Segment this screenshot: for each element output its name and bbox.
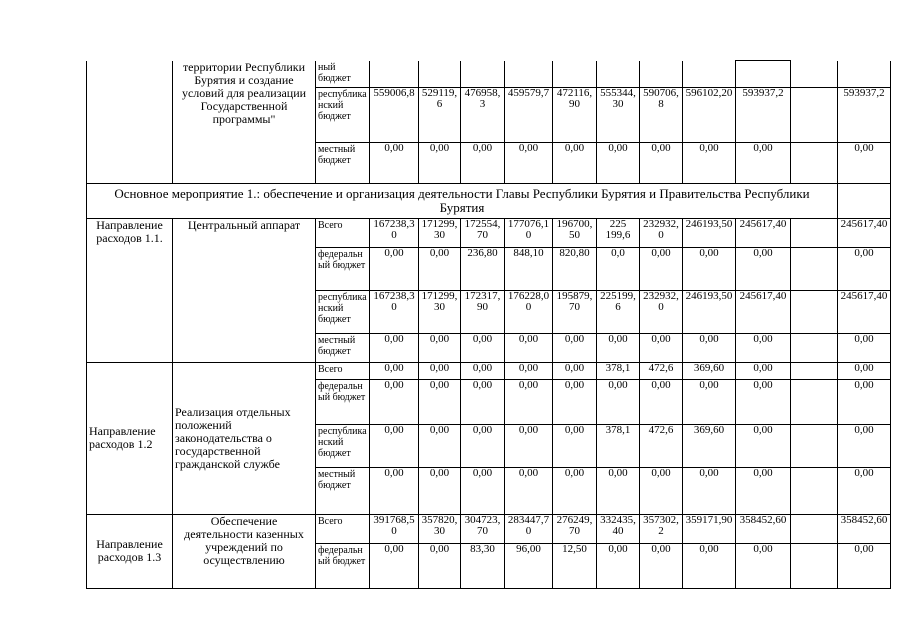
value-cell <box>553 61 597 88</box>
value-cell: 357302,2 <box>640 514 683 543</box>
value-cell: 0,00 <box>838 362 891 379</box>
value-cell: 0,00 <box>461 362 505 379</box>
value-cell <box>640 61 683 88</box>
direction-label-cell: Направление расходов 1.3 <box>87 514 173 588</box>
value-cell: 555344,30 <box>597 87 640 142</box>
budget-source-cell: федеральный бюджет <box>316 247 370 290</box>
expense-name-cell: Обеспечение деятельности казенных учреждений по осуществлению <box>173 514 316 588</box>
value-cell: 0,00 <box>838 247 891 290</box>
value-cell: 0,00 <box>553 142 597 183</box>
value-cell: 820,80 <box>553 247 597 290</box>
value-cell: 0,00 <box>419 379 461 424</box>
value-cell: 0,00 <box>640 247 683 290</box>
value-cell: 0,00 <box>461 424 505 467</box>
spacer-cell <box>791 142 838 183</box>
table-row <box>87 218 891 247</box>
value-cell: 357820,30 <box>419 514 461 543</box>
value-cell: 459579,7 <box>505 87 553 142</box>
value-cell: 172317,90 <box>461 290 505 333</box>
value-cell: 0,00 <box>683 379 736 424</box>
spacer-cell <box>791 424 838 467</box>
value-cell <box>419 61 461 88</box>
value-cell: 0,00 <box>505 424 553 467</box>
value-cell: 0,00 <box>640 379 683 424</box>
value-cell: 283447,70 <box>505 514 553 543</box>
value-cell: 225 199,6 <box>597 218 640 247</box>
value-cell: 83,30 <box>461 543 505 588</box>
value-cell: 0,00 <box>370 333 419 362</box>
value-cell: 391768,50 <box>370 514 419 543</box>
value-cell: 96,00 <box>505 543 553 588</box>
value-cell: 0,0 <box>597 247 640 290</box>
value-cell: 0,00 <box>683 467 736 514</box>
value-cell: 0,00 <box>505 333 553 362</box>
value-cell <box>505 61 553 88</box>
value-cell: 0,00 <box>838 543 891 588</box>
value-cell: 171299,30 <box>419 218 461 247</box>
value-cell: 0,00 <box>736 379 791 424</box>
value-cell: 0,00 <box>505 142 553 183</box>
spacer-cell <box>791 87 838 142</box>
spacer-cell <box>791 467 838 514</box>
budget-table <box>86 60 891 589</box>
value-cell: 0,00 <box>838 467 891 514</box>
value-cell: 245617,40 <box>736 290 791 333</box>
value-cell: 245617,40 <box>838 218 891 247</box>
value-cell: 559006,8 <box>370 87 419 142</box>
value-cell: 0,00 <box>370 379 419 424</box>
value-cell: 0,00 <box>683 142 736 183</box>
budget-source-cell: федеральный бюджет <box>316 379 370 424</box>
value-cell: 0,00 <box>736 362 791 379</box>
value-cell: 0,00 <box>640 543 683 588</box>
value-cell: 167238,30 <box>370 218 419 247</box>
spacer-cell <box>791 290 838 333</box>
value-cell: 196700,50 <box>553 218 597 247</box>
budget-source-cell: Всего <box>316 514 370 543</box>
table-row <box>87 514 891 543</box>
value-cell: 378,1 <box>597 362 640 379</box>
budget-source-cell: местный бюджет <box>316 467 370 514</box>
value-cell: 177076,10 <box>505 218 553 247</box>
value-cell: 12,50 <box>553 543 597 588</box>
direction-label-cell <box>87 61 173 184</box>
value-cell: 246193,50 <box>683 218 736 247</box>
value-cell: 0,00 <box>461 379 505 424</box>
value-cell: 0,00 <box>370 424 419 467</box>
value-cell: 378,1 <box>597 424 640 467</box>
value-cell: 472,6 <box>640 362 683 379</box>
value-cell: 0,00 <box>736 467 791 514</box>
value-cell: 0,00 <box>736 247 791 290</box>
value-cell: 359171,90 <box>683 514 736 543</box>
value-cell <box>683 61 736 88</box>
value-cell: 848,10 <box>505 247 553 290</box>
value-cell: 0,00 <box>419 247 461 290</box>
value-cell: 0,00 <box>838 333 891 362</box>
value-cell: 0,00 <box>736 424 791 467</box>
value-cell: 0,00 <box>553 362 597 379</box>
value-cell: 0,00 <box>736 543 791 588</box>
value-cell: 0,00 <box>505 379 553 424</box>
value-cell: 0,00 <box>505 362 553 379</box>
value-cell <box>838 61 891 88</box>
value-cell: 0,00 <box>553 467 597 514</box>
budget-source-cell: республиканский бюджет <box>316 424 370 467</box>
value-cell: 0,00 <box>419 543 461 588</box>
value-cell <box>461 61 505 88</box>
spacer-cell <box>838 183 891 218</box>
value-cell: 0,00 <box>736 142 791 183</box>
value-cell: 245617,40 <box>838 290 891 333</box>
value-cell: 0,00 <box>370 362 419 379</box>
value-cell: 0,00 <box>505 467 553 514</box>
value-cell: 0,00 <box>553 333 597 362</box>
spacer-cell <box>791 247 838 290</box>
value-cell: 0,00 <box>597 142 640 183</box>
value-cell: 596102,20 <box>683 87 736 142</box>
budget-source-cell: республиканский бюджет <box>316 290 370 333</box>
value-cell: 0,00 <box>597 467 640 514</box>
table-row <box>87 362 891 379</box>
spacer-cell <box>791 333 838 362</box>
value-cell: 0,00 <box>683 543 736 588</box>
value-cell: 172554,70 <box>461 218 505 247</box>
value-cell: 0,00 <box>640 467 683 514</box>
value-cell: 0,00 <box>370 142 419 183</box>
value-cell: 0,00 <box>838 379 891 424</box>
value-cell: 0,00 <box>419 333 461 362</box>
spacer-cell <box>791 61 838 88</box>
value-cell: 0,00 <box>370 247 419 290</box>
value-cell: 176228,00 <box>505 290 553 333</box>
value-cell: 0,00 <box>419 467 461 514</box>
budget-source-cell: Всего <box>316 362 370 379</box>
value-cell: 0,00 <box>461 467 505 514</box>
value-cell: 529119,6 <box>419 87 461 142</box>
value-cell: 369,60 <box>683 424 736 467</box>
direction-label-cell: Направление расходов 1.1. <box>87 218 173 362</box>
budget-source-cell: федеральный бюджет <box>316 543 370 588</box>
value-cell: 0,00 <box>370 467 419 514</box>
value-cell: 358452,60 <box>736 514 791 543</box>
value-cell: 369,60 <box>683 362 736 379</box>
spacer-cell <box>791 379 838 424</box>
value-cell: 276249,70 <box>553 514 597 543</box>
value-cell: 0,00 <box>736 333 791 362</box>
table-row <box>87 183 891 218</box>
value-cell: 0,00 <box>419 142 461 183</box>
value-cell: 0,00 <box>597 333 640 362</box>
value-cell <box>370 61 419 88</box>
section-heading: Основное мероприятие 1.: обеспечение и организация деятельности Главы Республики Бурятия и Правительства Республики Бурятия <box>87 183 838 218</box>
budget-source-cell: местный бюджет <box>316 333 370 362</box>
spacer-cell <box>791 514 838 543</box>
spacer-cell <box>791 543 838 588</box>
value-cell: 476958,3 <box>461 87 505 142</box>
value-cell: 195879,70 <box>553 290 597 333</box>
value-cell: 236,80 <box>461 247 505 290</box>
value-cell: 0,00 <box>838 424 891 467</box>
value-cell: 246193,50 <box>683 290 736 333</box>
value-cell: 0,00 <box>838 142 891 183</box>
value-cell: 0,00 <box>419 424 461 467</box>
value-cell: 593937,2 <box>736 87 791 142</box>
expense-name-cell: Реализация отдельных положений законодательства о государственной гражданской службе <box>173 362 316 514</box>
direction-label-cell: Направление расходов 1.2 <box>87 362 173 514</box>
value-cell <box>736 61 791 88</box>
value-cell: 0,00 <box>640 333 683 362</box>
value-cell: 590706,8 <box>640 87 683 142</box>
value-cell: 0,00 <box>683 247 736 290</box>
value-cell: 0,00 <box>461 142 505 183</box>
value-cell: 0,00 <box>640 142 683 183</box>
value-cell: 0,00 <box>553 379 597 424</box>
value-cell: 0,00 <box>683 333 736 362</box>
value-cell: 0,00 <box>419 362 461 379</box>
value-cell: 232932,0 <box>640 290 683 333</box>
value-cell: 0,00 <box>597 543 640 588</box>
program-name-cell: территории Республики Бурятия и создание условий для реализации Государственной программы" <box>173 61 316 184</box>
budget-source-cell: Всего <box>316 218 370 247</box>
spacer-cell <box>791 362 838 379</box>
value-cell: 304723,70 <box>461 514 505 543</box>
value-cell: 0,00 <box>597 379 640 424</box>
budget-source-cell: местный бюджет <box>316 142 370 183</box>
spacer-cell <box>791 218 838 247</box>
value-cell: 245617,40 <box>736 218 791 247</box>
value-cell: 167238,30 <box>370 290 419 333</box>
expense-name-cell: Центральный аппарат <box>173 218 316 362</box>
budget-source-cell: республиканский бюджет <box>316 87 370 142</box>
budget-source-cell: ный бюджет <box>316 61 370 88</box>
value-cell: 358452,60 <box>838 514 891 543</box>
value-cell: 0,00 <box>553 424 597 467</box>
table-row <box>87 61 891 88</box>
value-cell: 332435,40 <box>597 514 640 543</box>
value-cell: 472116,90 <box>553 87 597 142</box>
value-cell: 232932,0 <box>640 218 683 247</box>
value-cell: 225199,6 <box>597 290 640 333</box>
value-cell: 0,00 <box>461 333 505 362</box>
value-cell <box>597 61 640 88</box>
value-cell: 0,00 <box>370 543 419 588</box>
value-cell: 472,6 <box>640 424 683 467</box>
value-cell: 171299,30 <box>419 290 461 333</box>
value-cell: 593937,2 <box>838 87 891 142</box>
